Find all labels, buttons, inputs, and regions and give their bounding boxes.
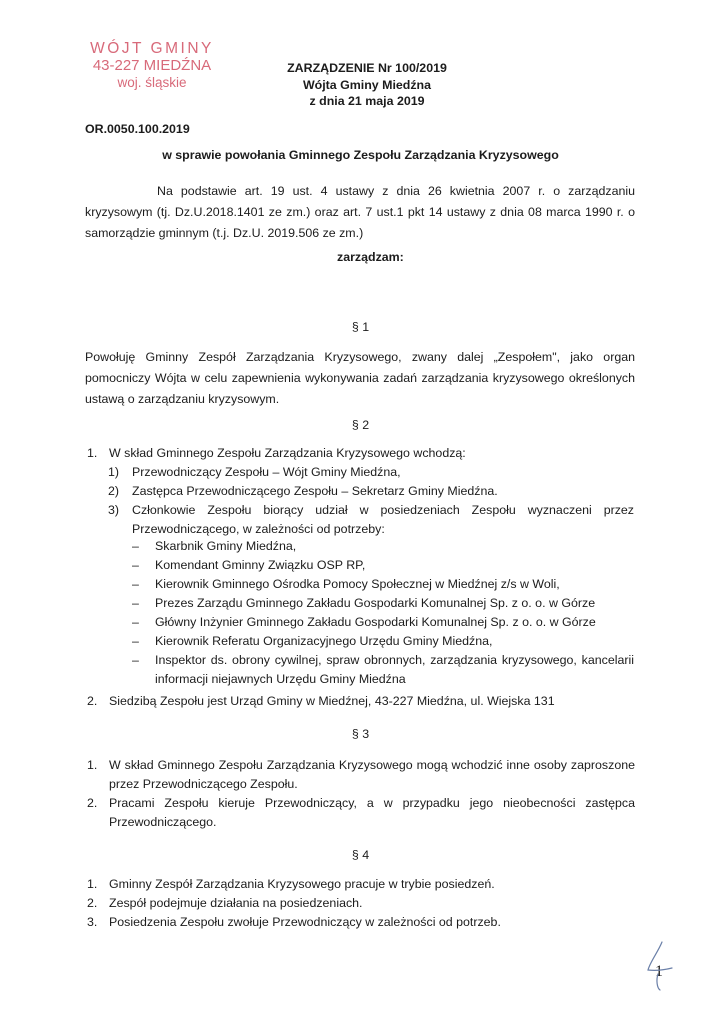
stamp-line-1: WÓJT GMINY [90,40,214,57]
list-number: 2) [108,484,120,498]
member-item: Kierownik Referatu Organizacyjnego Urzędu Gminy Miedźna, [155,634,493,648]
list-number: 1. [87,758,98,772]
official-stamp [42,40,262,91]
list-item-text: Zastępca Przewodniczącego Zespołu – Sekretarz Gminy Miedźna. [132,484,498,498]
list-dash: – [132,558,139,572]
section-4-heading: § 4 [351,848,370,862]
document-issuer: Wójta Gminy Miedźna [302,77,432,92]
list-number: 3. [87,915,98,929]
section-1-text: Powołuję Gminny Zespół Zarządzania Kryzysowego, zwany dalej „Zespołem", jako organ pomocniczy Wójta w celu zapewnienia wykonywania zadań zarządzania kryzysowego określonych ustawą o zarządzaniu kryzysowym. [85,350,635,406]
member-item: Komendant Gminny Związku OSP RP, [155,558,366,572]
list-item-text: Członkowie Zespołu biorący udział w posiedzeniach Zespołu wyznaczeni przez Przewodniczącego, w zależności od potrzeby: [132,503,634,536]
list-item-text: Zespół podejmuje działania na posiedzeniach. [109,896,363,910]
reference-number: OR.0050.100.2019 [85,122,190,136]
section-2-list [85,446,645,686]
list-number: 2. [87,694,98,708]
stamp-line-3: woj. śląskie [117,75,187,90]
list-dash: – [132,539,139,553]
list-item-text: W skład Gminnego Zespołu Zarządzania Kryzysowego wchodzą: [109,446,466,460]
preamble: Na podstawie art. 19 ust. 4 ustawy z dnia 26 kwietnia 2007 r. o zarządzaniu kryzysowym (tj. Dz.U.2018.1401 ze zm.) oraz art. 7 ust.1 pkt 14 ustawy z dnia 08 marca 1990 r. o samorządzie gminnym (t.j. Dz.U. 2019.506 ze zm.) [85,184,635,240]
list-dash: – [132,634,139,648]
list-dash: – [132,615,139,629]
section-2-heading: § 2 [351,418,370,432]
page-number: 1 [655,963,663,980]
list-number: 1. [87,446,98,460]
list-item-text: Siedzibą Zespołu jest Urząd Gminy w Miedźnej, 43-227 Miedźna, ul. Wiejska 131 [109,694,555,708]
member-item: Główny Inżynier Gminnego Zakładu Gospodarki Komunalnej Sp. z o. o. w Górze [155,615,596,629]
list-dash: – [132,577,139,591]
decree-word: zarządzam: [337,250,404,264]
list-number: 1. [87,877,98,891]
document-header [232,60,502,110]
document-date: z dnia 21 maja 2019 [309,94,425,108]
list-number: 2. [87,896,98,910]
list-item-text: Przewodniczący Zespołu – Wójt Gminy Miedźna, [132,465,401,479]
member-item: Kierownik Gminnego Ośrodka Pomocy Społecznej w Miedźnej z/s w Woli, [155,577,560,591]
list-dash: – [132,653,139,667]
member-item: Prezes Zarządu Gminnego Zakładu Gospodarki Komunalnej Sp. z o. o. w Górze [155,596,596,610]
list-item-text: W skład Gminnego Zespołu Zarządzania Kryzysowego mogą wchodzić inne osoby zaproszone przez Przewodniczącego Zespołu. [109,758,635,791]
list-item-text: Gminny Zespół Zarządzania Kryzysowego pracuje w trybie posiedzeń. [109,877,495,891]
handwritten-initial [640,938,680,998]
list-number: 1) [108,465,120,479]
list-item-text: Posiedzenia Zespołu zwołuje Przewodniczący w zależności od potrzeb. [109,915,501,929]
document-title: ZARZĄDZENIE Nr 100/2019 [287,61,447,75]
stamp-line-2: 43-227 MIEDŹNA [92,57,212,74]
list-dash: – [132,596,139,610]
document-subject: w sprawie powołania Gminnego Zespołu Zarządzania Kryzysowego [162,148,559,162]
member-item: Inspektor ds. obrony cywilnej, spraw obronnych, zarządzania kryzysowego, kancelarii informacji niejawnych Urzędu Gminy Miedźna [155,653,634,686]
list-number: 2. [87,796,98,810]
section-3-heading: § 3 [351,727,370,741]
member-item: Skarbnik Gminy Miedźna, [155,539,297,553]
section-1-heading: § 1 [351,320,370,334]
list-item-text: Pracami Zespołu kieruje Przewodniczący, a w przypadku jego nieobecności zastępca Przewodniczącego. [109,796,635,829]
list-number: 3) [108,503,120,517]
